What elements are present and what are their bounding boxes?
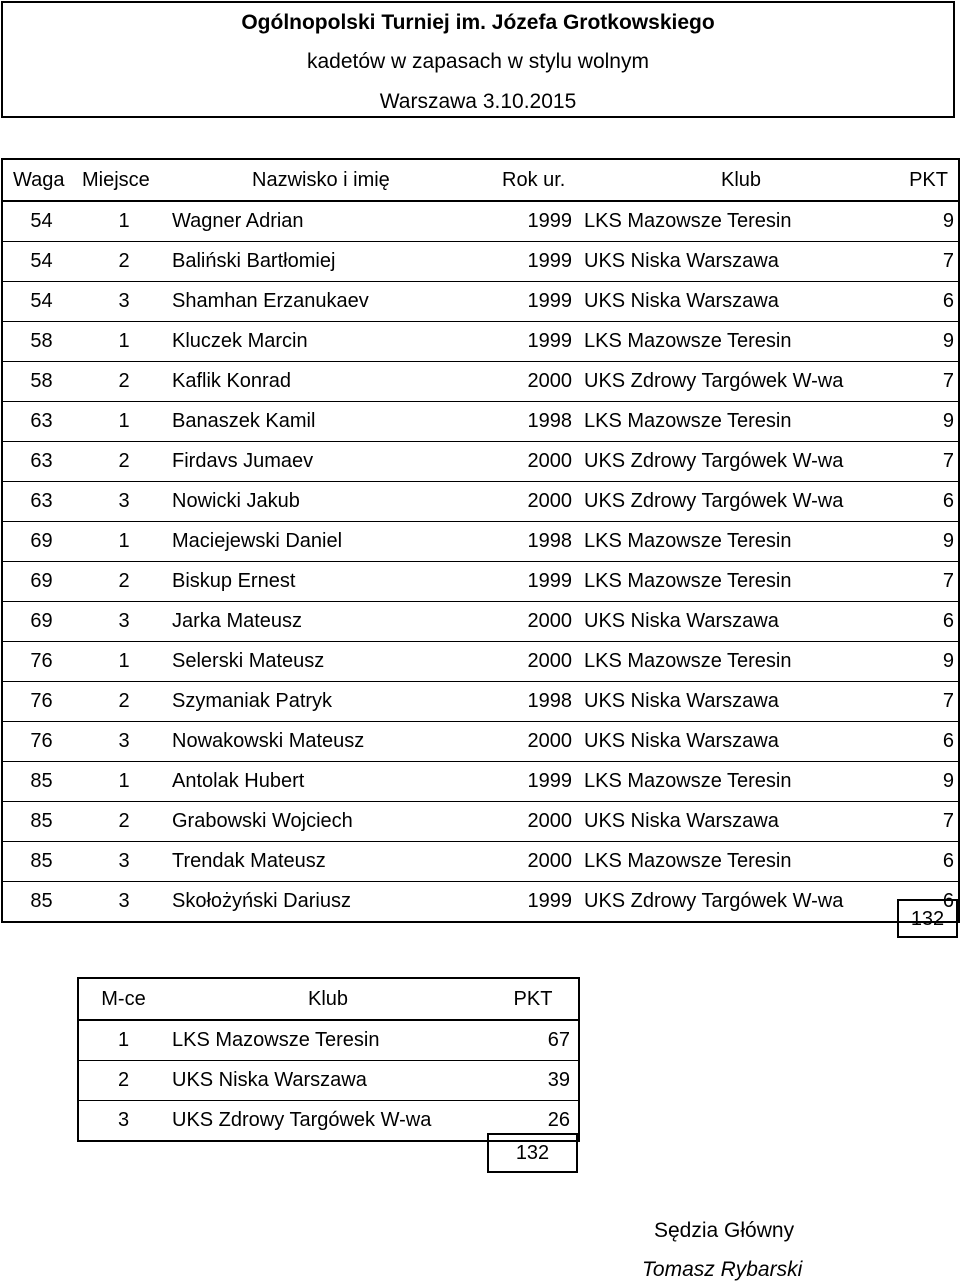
cell-miejsce: 1 bbox=[80, 201, 168, 242]
cell-miejsce: 3 bbox=[80, 882, 168, 923]
cell-miejsce: 1 bbox=[80, 522, 168, 562]
cell-klub: LKS Mazowsze Teresin bbox=[580, 762, 902, 802]
cell-rok: 1999 bbox=[500, 282, 580, 322]
summary-cell-klub: UKS Niska Warszawa bbox=[168, 1061, 488, 1101]
cell-waga: 54 bbox=[2, 282, 80, 322]
summary-row bbox=[78, 1061, 579, 1101]
cell-pkt: 7 bbox=[902, 362, 959, 402]
cell-miejsce: 3 bbox=[80, 842, 168, 882]
cell-rok: 1999 bbox=[500, 322, 580, 362]
cell-miejsce: 2 bbox=[80, 362, 168, 402]
cell-klub: UKS Zdrowy Targówek W-wa bbox=[580, 882, 902, 923]
cell-miejsce: 3 bbox=[80, 282, 168, 322]
tournament-subtitle: kadetów w zapasach w stylu wolnym bbox=[307, 50, 649, 73]
cell-nazwisko: Selerski Mateusz bbox=[168, 642, 500, 682]
judge-name: Tomasz Rybarski bbox=[642, 1258, 803, 1281]
cell-rok: 2000 bbox=[500, 442, 580, 482]
table-row bbox=[2, 882, 959, 923]
cell-rok: 2000 bbox=[500, 842, 580, 882]
cell-nazwisko: Skołożyński Dariusz bbox=[168, 882, 500, 923]
cell-klub: LKS Mazowsze Teresin bbox=[580, 522, 902, 562]
cell-pkt: 6 bbox=[902, 882, 959, 923]
cell-miejsce: 1 bbox=[80, 642, 168, 682]
cell-miejsce: 2 bbox=[80, 682, 168, 722]
table-row bbox=[2, 482, 959, 522]
header-nazwisko: Nazwisko i imię bbox=[252, 168, 390, 191]
cell-miejsce: 1 bbox=[80, 402, 168, 442]
cell-nazwisko: Antolak Hubert bbox=[168, 762, 500, 802]
table-row bbox=[2, 802, 959, 842]
table-row bbox=[2, 842, 959, 882]
title-box bbox=[1, 1, 955, 118]
cell-pkt: 7 bbox=[902, 562, 959, 602]
cell-klub: UKS Niska Warszawa bbox=[580, 242, 902, 282]
table-row bbox=[2, 362, 959, 402]
cell-klub: UKS Niska Warszawa bbox=[580, 682, 902, 722]
cell-miejsce: 3 bbox=[80, 602, 168, 642]
cell-nazwisko: Firdavs Jumaev bbox=[168, 442, 500, 482]
header-pkt: PKT bbox=[909, 168, 948, 191]
cell-waga: 85 bbox=[2, 882, 80, 923]
cell-rok: 1998 bbox=[500, 402, 580, 442]
summary-cell-miejsce: 3 bbox=[78, 1101, 168, 1142]
cell-pkt: 7 bbox=[902, 682, 959, 722]
summary-header-pkt: PKT bbox=[513, 987, 553, 1010]
table-row bbox=[2, 442, 959, 482]
cell-waga: 63 bbox=[2, 402, 80, 442]
summary-cell-pkt: 67 bbox=[488, 1020, 579, 1061]
cell-klub: UKS Zdrowy Targówek W-wa bbox=[580, 362, 902, 402]
table-row bbox=[2, 682, 959, 722]
cell-rok: 1999 bbox=[500, 201, 580, 242]
cell-pkt: 9 bbox=[902, 322, 959, 362]
tournament-title: Ogólnopolski Turniej im. Józefa Grotkowskiego bbox=[241, 11, 715, 34]
cell-klub: LKS Mazowsze Teresin bbox=[580, 201, 902, 242]
cell-klub: LKS Mazowsze Teresin bbox=[580, 322, 902, 362]
place-date: Warszawa 3.10.2015 bbox=[379, 90, 577, 113]
table-row bbox=[2, 762, 959, 802]
cell-miejsce: 1 bbox=[80, 322, 168, 362]
summary-cell-miejsce: 1 bbox=[78, 1020, 168, 1061]
cell-pkt: 7 bbox=[902, 802, 959, 842]
cell-pkt: 9 bbox=[902, 201, 959, 242]
summary-cell-pkt: 26 bbox=[488, 1101, 579, 1142]
cell-rok: 2000 bbox=[500, 482, 580, 522]
cell-miejsce: 2 bbox=[80, 562, 168, 602]
cell-waga: 76 bbox=[2, 642, 80, 682]
cell-rok: 1998 bbox=[500, 682, 580, 722]
cell-miejsce: 2 bbox=[80, 442, 168, 482]
cell-klub: UKS Niska Warszawa bbox=[580, 802, 902, 842]
cell-pkt: 6 bbox=[902, 482, 959, 522]
cell-rok: 1999 bbox=[500, 762, 580, 802]
cell-miejsce: 2 bbox=[80, 802, 168, 842]
summary-header-miejsce: M-ce bbox=[101, 987, 146, 1010]
summary-header-klub: Klub bbox=[307, 987, 349, 1010]
cell-nazwisko: Kaflik Konrad bbox=[168, 362, 500, 402]
cell-waga: 58 bbox=[2, 322, 80, 362]
cell-nazwisko: Shamhan Erzanukaev bbox=[168, 282, 500, 322]
cell-nazwisko: Banaszek Kamil bbox=[168, 402, 500, 442]
table-row bbox=[2, 642, 959, 682]
summary-total: 132 bbox=[487, 1133, 578, 1173]
cell-miejsce: 2 bbox=[80, 242, 168, 282]
header-waga: Waga bbox=[13, 168, 65, 191]
cell-nazwisko: Kluczek Marcin bbox=[168, 322, 500, 362]
header-klub: Klub bbox=[720, 168, 762, 191]
cell-miejsce: 1 bbox=[80, 762, 168, 802]
table-row bbox=[2, 722, 959, 762]
cell-nazwisko: Nowicki Jakub bbox=[168, 482, 500, 522]
cell-waga: 69 bbox=[2, 562, 80, 602]
cell-nazwisko: Maciejewski Daniel bbox=[168, 522, 500, 562]
cell-pkt: 9 bbox=[902, 402, 959, 442]
cell-klub: UKS Niska Warszawa bbox=[580, 722, 902, 762]
cell-klub: LKS Mazowsze Teresin bbox=[580, 402, 902, 442]
results-header-row bbox=[2, 159, 959, 201]
summary-cell-miejsce: 2 bbox=[78, 1061, 168, 1101]
cell-nazwisko: Szymaniak Patryk bbox=[168, 682, 500, 722]
cell-waga: 54 bbox=[2, 242, 80, 282]
cell-pkt: 7 bbox=[902, 242, 959, 282]
cell-waga: 85 bbox=[2, 802, 80, 842]
summary-row bbox=[78, 1020, 579, 1061]
cell-miejsce: 3 bbox=[80, 482, 168, 522]
cell-pkt: 9 bbox=[902, 522, 959, 562]
cell-nazwisko: Grabowski Wojciech bbox=[168, 802, 500, 842]
table-row bbox=[2, 562, 959, 602]
cell-waga: 69 bbox=[2, 522, 80, 562]
cell-rok: 2000 bbox=[500, 362, 580, 402]
table-row bbox=[2, 201, 959, 242]
cell-klub: LKS Mazowsze Teresin bbox=[580, 642, 902, 682]
cell-rok: 2000 bbox=[500, 642, 580, 682]
cell-rok: 1999 bbox=[500, 562, 580, 602]
cell-pkt: 9 bbox=[902, 762, 959, 802]
cell-waga: 85 bbox=[2, 842, 80, 882]
cell-waga: 63 bbox=[2, 442, 80, 482]
cell-nazwisko: Baliński Bartłomiej bbox=[168, 242, 500, 282]
cell-miejsce: 3 bbox=[80, 722, 168, 762]
cell-waga: 63 bbox=[2, 482, 80, 522]
cell-waga: 58 bbox=[2, 362, 80, 402]
table-row bbox=[2, 522, 959, 562]
table-row bbox=[2, 322, 959, 362]
cell-pkt: 7 bbox=[902, 442, 959, 482]
summary-cell-pkt: 39 bbox=[488, 1061, 579, 1101]
table-row bbox=[2, 282, 959, 322]
cell-waga: 54 bbox=[2, 201, 80, 242]
summary-cell-klub: LKS Mazowsze Teresin bbox=[168, 1020, 488, 1061]
cell-pkt: 6 bbox=[902, 722, 959, 762]
cell-nazwisko: Wagner Adrian bbox=[168, 201, 500, 242]
cell-rok: 2000 bbox=[500, 802, 580, 842]
cell-rok: 2000 bbox=[500, 602, 580, 642]
summary-table bbox=[77, 977, 580, 1142]
results-table bbox=[1, 158, 960, 923]
cell-waga: 76 bbox=[2, 722, 80, 762]
table-row bbox=[2, 602, 959, 642]
cell-pkt: 6 bbox=[902, 602, 959, 642]
cell-nazwisko: Trendak Mateusz bbox=[168, 842, 500, 882]
cell-nazwisko: Jarka Mateusz bbox=[168, 602, 500, 642]
cell-rok: 1999 bbox=[500, 242, 580, 282]
cell-klub: LKS Mazowsze Teresin bbox=[580, 562, 902, 602]
cell-klub: UKS Zdrowy Targówek W-wa bbox=[580, 482, 902, 522]
cell-klub: UKS Zdrowy Targówek W-wa bbox=[580, 442, 902, 482]
cell-waga: 85 bbox=[2, 762, 80, 802]
cell-waga: 69 bbox=[2, 602, 80, 642]
header-rok: Rok ur. bbox=[502, 168, 566, 191]
cell-pkt: 6 bbox=[902, 282, 959, 322]
cell-klub: UKS Niska Warszawa bbox=[580, 602, 902, 642]
results-total: 132 bbox=[897, 899, 958, 938]
cell-nazwisko: Nowakowski Mateusz bbox=[168, 722, 500, 762]
cell-pkt: 9 bbox=[902, 642, 959, 682]
table-row bbox=[2, 402, 959, 442]
cell-klub: LKS Mazowsze Teresin bbox=[580, 842, 902, 882]
judge-label: Sędzia Główny bbox=[654, 1219, 795, 1242]
cell-rok: 2000 bbox=[500, 722, 580, 762]
cell-waga: 76 bbox=[2, 682, 80, 722]
table-row bbox=[2, 242, 959, 282]
cell-klub: UKS Niska Warszawa bbox=[580, 282, 902, 322]
cell-rok: 1999 bbox=[500, 882, 580, 923]
cell-rok: 1998 bbox=[500, 522, 580, 562]
summary-header-row bbox=[78, 978, 579, 1020]
summary-cell-klub: UKS Zdrowy Targówek W-wa bbox=[168, 1101, 488, 1142]
header-miejsce: Miejsce bbox=[82, 168, 150, 191]
cell-nazwisko: Biskup Ernest bbox=[168, 562, 500, 602]
cell-pkt: 6 bbox=[902, 842, 959, 882]
